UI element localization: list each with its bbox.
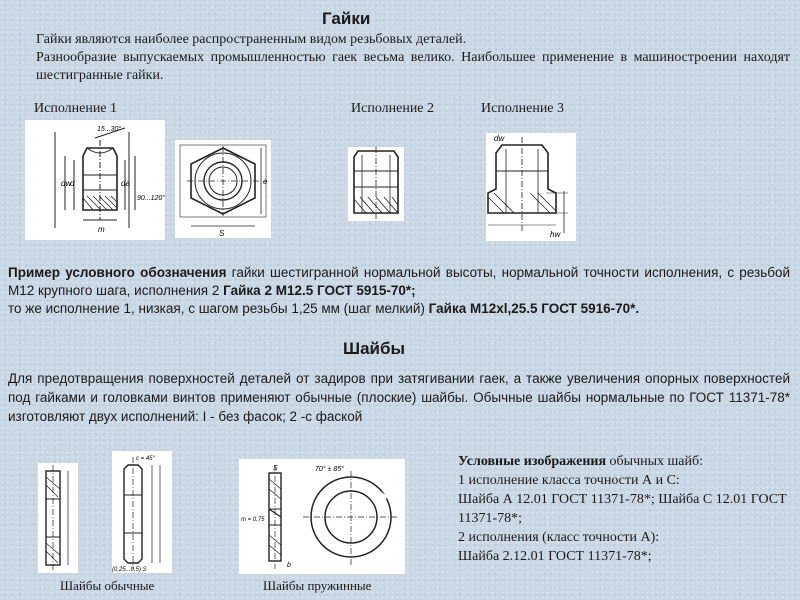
conditional-line1: 1 исполнение класса точности А и С: — [458, 473, 680, 488]
conditional-title-rest: обычных шайб: — [606, 454, 704, 469]
washers-paragraph: Для предотвращения поверхностей деталей от задиров при затягивании гаек, а также увеличения опорных поверхностей под гайками и головками винтов применяют обычные (плоские) шайбы. Обычные шайбы нормальные по ГОСТ 11371-78* изготовляют двух исполнений: I - без фасок; 2 -с фаской — [8, 371, 790, 424]
conditional-line3: 2 исполнения (класс точности А): — [458, 530, 660, 545]
nut-variant1-drawing — [25, 120, 165, 240]
e-label: e — [263, 177, 268, 186]
plain-washers-caption: Шайбы обычные — [60, 578, 155, 593]
conditional-title-line — [458, 452, 792, 471]
thickness-range-label: (0,25...0,5) S — [112, 567, 147, 573]
angle-15-30-label: 15...30° — [97, 126, 122, 133]
spring-b-label: b — [287, 562, 291, 569]
nuts-intro — [36, 31, 790, 85]
conditional-line2: Шайба А 12.01 ГОСТ 11371-78*; Шайба С 12.01 ГОСТ 11371-78*; — [458, 492, 787, 526]
example-designation2: Гайка М12xl,25.5 ГОСТ 5916-70*. — [428, 301, 640, 316]
example-text2: то же исполнение 1, низкая, с шагом резьбы 1,25 мм (шаг мелкий) — [8, 301, 429, 316]
nut-top-view-drawing — [175, 140, 271, 238]
hw-label: hw — [550, 230, 561, 239]
variant3-label: Исполнение 3 — [481, 101, 565, 116]
conditional-line4: Шайба 2.12.01 ГОСТ 11371-78*; — [458, 549, 652, 564]
plain-washer-drawing-2 — [112, 451, 172, 573]
nut-variant2-drawing — [348, 147, 404, 221]
nuts-intro-line1: Гайки являются наиболее распространенным видом резьбовых деталей. — [36, 32, 467, 47]
dw-label-variant3: dw — [494, 134, 505, 143]
example-text1: гайки шестигранной нормальной высоты, нормальной точности исполнения, с резьбой М12 крупного шага, исполнения 2 — [8, 265, 791, 298]
angle-90-120-label: 90...120° — [137, 195, 165, 202]
variant2-label: Исполнение 2 — [351, 101, 435, 116]
spring-angle-label: 70° ± 85° — [315, 466, 344, 473]
conditional-designations — [458, 452, 792, 566]
nut-variant3-drawing — [486, 133, 576, 241]
example-lead: Пример условного обозначения — [8, 265, 227, 280]
spring-s-label: S — [273, 465, 278, 472]
conditional-title: Условные изображения — [458, 454, 607, 469]
nuts-title: Гайки — [322, 9, 371, 28]
example-designation1: Гайка 2 М12.5 ГОСТ 5915-70*; — [223, 283, 416, 298]
plain-washer-drawing-1 — [38, 463, 78, 573]
washers-title: Шайбы — [343, 339, 406, 358]
spring-washers-caption: Шайбы пружинные — [263, 578, 372, 593]
designation-example — [8, 264, 790, 318]
variant1-label: Исполнение 1 — [34, 101, 118, 116]
m-label: m — [98, 225, 105, 234]
s-label: S — [219, 229, 225, 238]
spring-m-label: m = 0,75 — [241, 517, 265, 523]
nuts-intro-line2: Разнообразие выпускаемых промышленностью гаек весьма велико. Наибольшее применение в машиностроении находят шестигранные гайки. — [36, 50, 790, 83]
da-label: da — [121, 179, 130, 188]
chamfer-label: c = 45° — [136, 456, 155, 462]
d-label: d — [70, 179, 75, 188]
spring-washer-drawing — [239, 459, 405, 574]
dw-label: dw — [61, 179, 72, 188]
